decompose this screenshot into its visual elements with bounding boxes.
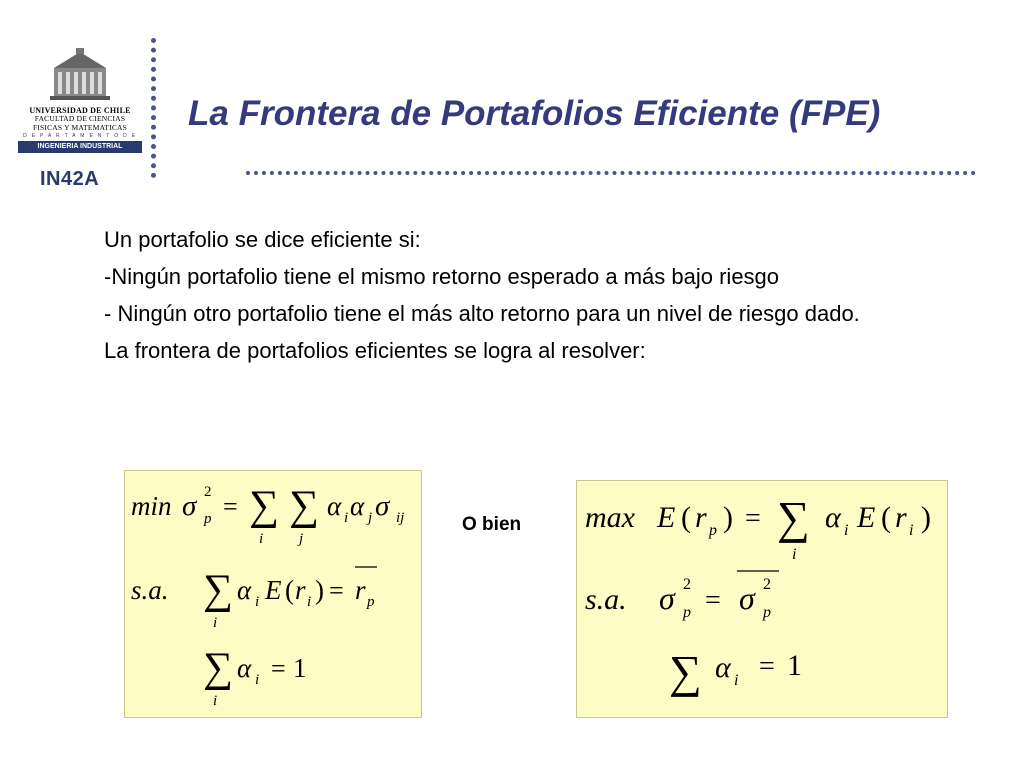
- logo-department-label: D E P A R T A M E N T O D E: [23, 133, 137, 140]
- alpha-i: α: [327, 491, 342, 521]
- sum-symbol-j: ∑: [289, 483, 319, 529]
- equals-sign: =: [223, 492, 238, 521]
- equals-sign-budget-2: =: [759, 651, 775, 682]
- alpha-objective: α: [825, 501, 841, 534]
- subscript-p: p: [204, 511, 212, 527]
- right-paren: ): [315, 575, 324, 605]
- subject-to-label-2: s.a.: [585, 583, 627, 616]
- asset-return-subscript-i: i: [909, 522, 914, 539]
- slide-title: La Frontera de Portafolios Eficiente (FPE): [188, 94, 881, 133]
- sum-symbol-budget: ∑: [203, 645, 233, 691]
- return-subscript-i: i: [307, 594, 312, 610]
- alpha-objective-subscript: i: [844, 522, 849, 539]
- sum-symbol-i: ∑: [249, 483, 279, 529]
- logo-university-name: UNIVERSIDAD DE CHILE: [29, 106, 131, 115]
- min-label: min: [131, 491, 172, 521]
- sum-index-j: j: [299, 531, 304, 547]
- alpha-constraint: α: [237, 575, 252, 605]
- portfolio-return-subscript-p: p: [709, 522, 717, 539]
- sum-index-objective: i: [792, 546, 797, 563]
- slide-body: [104, 224, 962, 372]
- target-return-r: r: [355, 575, 366, 605]
- sum-index-constraint: i: [213, 615, 218, 631]
- sigma-subscript-ij: ij: [396, 510, 405, 526]
- university-building-icon: [48, 48, 112, 102]
- alpha-budget-2: α: [715, 651, 731, 684]
- return-r: r: [295, 575, 306, 605]
- equals-sign-risk: =: [705, 585, 721, 616]
- sigma-symbol: σ: [182, 490, 197, 522]
- formula-box-min-variance: [124, 470, 422, 718]
- sum-symbol-objective: ∑: [777, 492, 810, 543]
- formula-box-max-return: [576, 480, 948, 718]
- logo-department-name: INGENIERIA INDUSTRIAL: [18, 141, 142, 153]
- sigma-portfolio: σ: [659, 580, 675, 616]
- sigma-target-superscript: 2: [763, 576, 771, 593]
- left-paren-portfolio: (: [681, 501, 691, 534]
- condition-1: -Ningún portafolio tiene el mismo retorno esperado a más bajo riesgo: [104, 264, 780, 289]
- equals-sign-objective: =: [745, 503, 761, 534]
- budget-one: 1: [293, 653, 307, 683]
- right-paren-portfolio: ): [723, 501, 733, 534]
- title-underline: [246, 171, 976, 175]
- formula-max-return: [577, 481, 947, 717]
- alpha-subscript-j: j: [368, 510, 373, 526]
- formula-min-variance: [125, 471, 421, 717]
- condition-2: - Ningún otro portafolio tiene el más alto retorno para un nivel de riesgo dado.: [104, 301, 860, 326]
- alpha-budget-2-subscript: i: [734, 672, 739, 689]
- asset-return-r: r: [895, 501, 907, 534]
- sum-index-budget: i: [213, 693, 218, 709]
- alpha-budget: α: [237, 653, 252, 683]
- sigma-target: σ: [739, 580, 755, 616]
- sigma-portfolio-superscript: 2: [683, 576, 691, 593]
- course-code: IN42A: [40, 168, 100, 190]
- sum-symbol-budget-2: ∑: [669, 646, 702, 697]
- logo-faculty-line2: FISICAS Y MATEMATICAS: [32, 122, 128, 132]
- subject-to-label: s.a.: [131, 575, 169, 605]
- sum-index-i: i: [259, 531, 264, 547]
- alpha-subscript-i: i: [344, 510, 349, 526]
- alpha-constraint-subscript: i: [255, 594, 260, 610]
- alternative-label: O bien: [462, 514, 522, 535]
- expectation-E-asset: E: [857, 501, 876, 534]
- expectation-E-portfolio: E: [657, 501, 676, 534]
- superscript-2: 2: [204, 484, 212, 500]
- equals-sign-constraint: =: [329, 576, 344, 605]
- expectation-E: E: [265, 575, 282, 605]
- portfolio-return-r: r: [695, 501, 707, 534]
- alpha-budget-subscript: i: [255, 672, 260, 688]
- right-paren-asset: ): [921, 501, 931, 534]
- budget-one-2: 1: [787, 649, 802, 682]
- sigma-ij: σ: [375, 490, 390, 522]
- university-logo: [18, 48, 142, 153]
- equals-sign-budget: =: [271, 654, 286, 683]
- sum-symbol-constraint: ∑: [203, 567, 233, 613]
- sigma-target-subscript: p: [763, 604, 771, 621]
- sigma-portfolio-subscript: p: [683, 604, 691, 621]
- logo-faculty-line1: FACULTAD DE CIENCIAS: [34, 114, 126, 124]
- intro-text: Un portafolio se dice eficiente si:: [104, 227, 421, 252]
- max-label: max: [585, 501, 635, 534]
- target-return-subscript-p: p: [367, 594, 375, 610]
- left-paren: (: [285, 575, 294, 605]
- vertical-divider: [151, 38, 156, 178]
- left-paren-asset: (: [881, 501, 891, 534]
- outro-text: La frontera de portafolios eficientes se logra al resolver:: [104, 338, 646, 363]
- alpha-j: α: [350, 491, 365, 521]
